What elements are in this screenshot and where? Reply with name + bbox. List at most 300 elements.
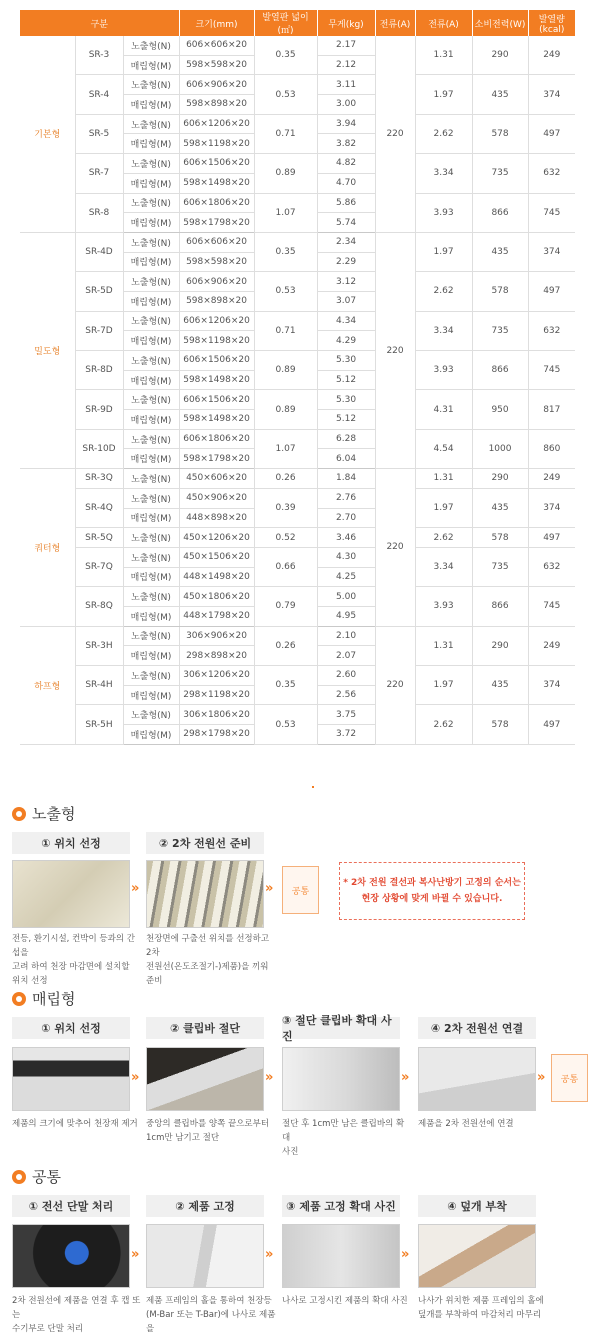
mount-type-cell: 매립형(M) (123, 213, 179, 233)
caption-line: 나사로 고정시킨 제품의 확대 사진 (282, 1296, 408, 1306)
header-voltage: 전류(A) (375, 10, 415, 36)
common-step-2-photo (146, 1224, 264, 1288)
size-cell: 606×606×20 (179, 232, 254, 252)
current-cell: 3.34 (415, 311, 472, 350)
arrow-icon: » (537, 1070, 546, 1085)
arrow-icon: » (131, 1070, 140, 1085)
weight-cell: 4.29 (317, 331, 375, 351)
arrow-icon: » (265, 1247, 274, 1262)
caption-line: (M-Bar 또는 T-Bar)에 나사로 제품을 (146, 1310, 276, 1334)
group-name-cell: 밀도형 (20, 232, 75, 468)
embedded-step-2-title: ② 클립바 절단 (146, 1017, 264, 1039)
heat-cell: 374 (528, 75, 575, 114)
group-name-cell: 하프형 (20, 626, 75, 744)
heat-cell: 632 (528, 547, 575, 586)
weight-cell: 3.11 (317, 75, 375, 95)
model-cell: SR-4D (75, 232, 123, 271)
size-cell: 606×906×20 (179, 272, 254, 292)
weight-cell: 4.30 (317, 547, 375, 567)
size-cell: 598×1498×20 (179, 173, 254, 193)
mount-type-cell: 노출형(N) (123, 311, 179, 331)
weight-cell: 3.82 (317, 134, 375, 154)
mount-type-cell: 노출형(N) (123, 547, 179, 567)
voltage-cell: 220 (375, 469, 415, 627)
current-cell: 3.93 (415, 193, 472, 232)
weight-cell: 2.10 (317, 626, 375, 646)
size-cell: 298×898×20 (179, 646, 254, 666)
header-area: 발열판 넓이(㎡) (254, 10, 317, 36)
current-cell: 2.62 (415, 705, 472, 744)
mount-type-cell: 노출형(N) (123, 626, 179, 646)
section-embedded-label: 매립형 (32, 990, 76, 1008)
exposed-step-2-photo (146, 860, 264, 928)
size-cell: 298×1798×20 (179, 725, 254, 745)
table-row (20, 193, 575, 213)
mount-type-cell: 매립형(M) (123, 370, 179, 390)
mount-type-cell: 노출형(N) (123, 488, 179, 508)
common-step-3-photo (282, 1224, 400, 1288)
current-cell: 2.62 (415, 272, 472, 311)
area-cell: 0.89 (254, 154, 317, 193)
caption-line: 제품 프레임의 홀을 통하여 천장등 (146, 1296, 272, 1306)
area-cell: 0.39 (254, 488, 317, 527)
embedded-step-1-title: ① 위치 선정 (12, 1017, 130, 1039)
exposed-note (339, 862, 525, 920)
power-cell: 866 (472, 587, 528, 626)
heat-cell: 632 (528, 311, 575, 350)
area-cell: 0.26 (254, 469, 317, 489)
size-cell: 298×1198×20 (179, 685, 254, 705)
area-cell: 1.07 (254, 193, 317, 232)
weight-cell: 3.12 (317, 272, 375, 292)
note-line: 현장 상황에 맞게 바뀔 수 있습니다. (361, 894, 503, 904)
header-heat: 발열량(kcal) (528, 10, 575, 36)
group-name-cell: 기본형 (20, 36, 75, 232)
embedded-step-1-photo (12, 1047, 130, 1111)
weight-cell: 2.29 (317, 252, 375, 272)
size-cell: 306×1806×20 (179, 705, 254, 725)
heat-cell: 249 (528, 626, 575, 665)
mount-type-cell: 노출형(N) (123, 193, 179, 213)
heat-cell: 497 (528, 705, 575, 744)
area-cell: 0.79 (254, 587, 317, 626)
common-step-1-photo (12, 1224, 130, 1288)
weight-cell: 3.94 (317, 114, 375, 134)
section-embedded-title (12, 988, 75, 1009)
size-cell: 598×1798×20 (179, 213, 254, 233)
size-cell: 606×606×20 (179, 36, 254, 55)
heat-cell: 632 (528, 154, 575, 193)
current-cell: 4.54 (415, 429, 472, 468)
embedded-step-3-photo (282, 1047, 400, 1111)
header-power: 소비전력(W) (472, 10, 528, 36)
power-cell: 735 (472, 311, 528, 350)
area-cell: 0.89 (254, 351, 317, 390)
size-cell: 598×1198×20 (179, 134, 254, 154)
size-cell: 450×606×20 (179, 469, 254, 489)
section-exposed-label: 노출형 (32, 805, 76, 823)
power-cell: 866 (472, 351, 528, 390)
table-row (20, 154, 575, 174)
header-current: 전류(A) (415, 10, 472, 36)
embedded-step-2-caption (146, 1117, 276, 1145)
caption-line: 절단 후 1cm만 남은 클립바의 확대 (282, 1119, 405, 1143)
caption-line: 중앙의 클립바를 양쪽 끝으로부터 (146, 1119, 270, 1129)
section-common-title (12, 1166, 61, 1187)
weight-cell: 4.95 (317, 606, 375, 626)
weight-cell: 3.07 (317, 291, 375, 311)
size-cell: 606×1806×20 (179, 193, 254, 213)
power-cell: 950 (472, 390, 528, 429)
size-cell: 450×906×20 (179, 488, 254, 508)
area-cell: 0.71 (254, 311, 317, 350)
power-cell: 735 (472, 547, 528, 586)
arrow-icon: » (265, 881, 274, 896)
size-cell: 606×1506×20 (179, 154, 254, 174)
caption-line: 고려 하여 천장 마감면에 설치할 (12, 962, 130, 972)
table-row (20, 626, 575, 646)
weight-cell: 5.12 (317, 410, 375, 430)
mount-type-cell: 매립형(M) (123, 606, 179, 626)
spec-body (20, 36, 575, 744)
current-cell: 3.93 (415, 587, 472, 626)
model-cell: SR-3 (75, 36, 123, 75)
spec-header-row (20, 10, 575, 36)
size-cell: 598×1498×20 (179, 410, 254, 430)
arrow-icon: » (265, 1070, 274, 1085)
exposed-step-1-photo (12, 860, 130, 928)
caption-line: 천장면에 구출선 위치를 선정하고 2차 (146, 934, 270, 958)
area-cell: 0.35 (254, 232, 317, 271)
embedded-step-2-photo (146, 1047, 264, 1111)
weight-cell: 1.84 (317, 469, 375, 489)
section-bullet-icon (12, 807, 26, 821)
power-cell: 290 (472, 36, 528, 75)
arrow-icon: » (131, 1247, 140, 1262)
model-cell: SR-4Q (75, 488, 123, 527)
area-cell: 0.26 (254, 626, 317, 665)
current-cell: 1.31 (415, 469, 472, 489)
weight-cell: 2.17 (317, 36, 375, 55)
caption-line: 덮개를 부착하여 마감처리 마무리 (418, 1310, 542, 1320)
power-cell: 435 (472, 666, 528, 705)
model-cell: SR-10D (75, 429, 123, 468)
mount-type-cell: 매립형(M) (123, 567, 179, 587)
exposed-step-1-title: ① 위치 선정 (12, 832, 130, 854)
size-cell: 306×906×20 (179, 626, 254, 646)
mount-type-cell: 매립형(M) (123, 410, 179, 430)
common-step-2-title: ② 제품 고정 (146, 1195, 264, 1217)
mount-type-cell: 매립형(M) (123, 646, 179, 666)
header-category: 구분 (20, 10, 179, 36)
size-cell: 448×1798×20 (179, 606, 254, 626)
table-row (20, 351, 575, 371)
table-row (20, 587, 575, 607)
heat-cell: 860 (528, 429, 575, 468)
power-cell: 290 (472, 626, 528, 665)
caption-line: 2차 전원선에 제품을 연결 후 캡 또는 (12, 1296, 141, 1320)
heat-cell: 374 (528, 666, 575, 705)
mount-type-cell: 노출형(N) (123, 36, 179, 55)
caption-line: 준비 (146, 976, 163, 986)
mount-type-cell: 노출형(N) (123, 75, 179, 95)
area-cell: 0.71 (254, 114, 317, 153)
size-cell: 598×1498×20 (179, 370, 254, 390)
size-cell: 450×1806×20 (179, 587, 254, 607)
model-cell: SR-4 (75, 75, 123, 114)
header-size: 크기(mm) (179, 10, 254, 36)
section-bullet-icon (12, 1170, 26, 1184)
weight-cell: 5.12 (317, 370, 375, 390)
common-step-3-title: ③ 제품 고정 확대 사진 (282, 1195, 400, 1217)
weight-cell: 6.28 (317, 429, 375, 449)
weight-cell: 3.00 (317, 95, 375, 115)
common-step-1-title: ① 전선 단말 처리 (12, 1195, 130, 1217)
size-cell: 448×1498×20 (179, 567, 254, 587)
size-cell: 450×1506×20 (179, 547, 254, 567)
heat-cell: 817 (528, 390, 575, 429)
weight-cell: 2.07 (317, 646, 375, 666)
weight-cell: 4.82 (317, 154, 375, 174)
area-cell: 0.35 (254, 666, 317, 705)
mount-type-cell: 노출형(N) (123, 390, 179, 410)
table-row (20, 114, 575, 134)
mount-type-cell: 매립형(M) (123, 55, 179, 75)
model-cell: SR-5H (75, 705, 123, 744)
weight-cell: 2.60 (317, 666, 375, 686)
caption-line: 1cm만 남기고 절단 (146, 1133, 220, 1143)
header-weight: 무게(kg) (317, 10, 375, 36)
caption-line: 전등, 환기시설, 컨박이 등과의 간섭을 (12, 934, 135, 958)
power-cell: 866 (472, 193, 528, 232)
model-cell: SR-8Q (75, 587, 123, 626)
size-cell: 606×1806×20 (179, 429, 254, 449)
mount-type-cell: 매립형(M) (123, 685, 179, 705)
weight-cell: 5.30 (317, 390, 375, 410)
exposed-step-2-title: ② 2차 전원선 준비 (146, 832, 264, 854)
weight-cell: 5.30 (317, 351, 375, 371)
table-row (20, 311, 575, 331)
embedded-step-4-caption (418, 1117, 548, 1131)
area-cell: 0.66 (254, 547, 317, 586)
power-cell: 435 (472, 232, 528, 271)
size-cell: 606×1506×20 (179, 390, 254, 410)
common-step-3-caption (282, 1294, 412, 1308)
power-cell: 435 (472, 75, 528, 114)
exposed-step-2-caption (146, 932, 276, 988)
table-row (20, 469, 575, 489)
model-cell: SR-4H (75, 666, 123, 705)
heat-cell: 497 (528, 272, 575, 311)
common-step-1-caption (12, 1294, 142, 1336)
weight-cell: 4.34 (317, 311, 375, 331)
model-cell: SR-5Q (75, 528, 123, 548)
mount-type-cell: 노출형(N) (123, 666, 179, 686)
current-cell: 1.97 (415, 666, 472, 705)
embedded-step-3-title: ③ 절단 클립바 확대 사진 (282, 1017, 400, 1039)
table-row (20, 390, 575, 410)
area-cell: 0.52 (254, 528, 317, 548)
weight-cell: 2.70 (317, 508, 375, 528)
section-common-label: 공통 (32, 1168, 61, 1186)
power-cell: 435 (472, 488, 528, 527)
size-cell: 606×906×20 (179, 75, 254, 95)
mount-type-cell: 매립형(M) (123, 95, 179, 115)
common-step-4-title: ④ 덮개 부착 (418, 1195, 536, 1217)
weight-cell: 5.74 (317, 213, 375, 233)
model-cell: SR-3H (75, 626, 123, 665)
current-cell: 3.93 (415, 351, 472, 390)
size-cell: 606×1506×20 (179, 351, 254, 371)
voltage-cell: 220 (375, 626, 415, 744)
model-cell: SR-7D (75, 311, 123, 350)
heat-cell: 249 (528, 469, 575, 489)
table-row (20, 488, 575, 508)
common-step-badge: 공통 (282, 866, 319, 914)
mount-type-cell: 노출형(N) (123, 705, 179, 725)
section-bullet-icon (12, 992, 26, 1006)
table-row (20, 75, 575, 95)
mount-type-cell: 노출형(N) (123, 429, 179, 449)
weight-cell: 5.86 (317, 193, 375, 213)
arrow-icon: » (401, 1070, 410, 1085)
current-cell: 1.97 (415, 75, 472, 114)
heat-cell: 745 (528, 351, 575, 390)
size-cell: 306×1206×20 (179, 666, 254, 686)
heat-cell: 497 (528, 114, 575, 153)
model-cell: SR-3Q (75, 469, 123, 489)
weight-cell: 3.72 (317, 725, 375, 745)
mount-type-cell: 매립형(M) (123, 508, 179, 528)
model-cell: SR-9D (75, 390, 123, 429)
mount-type-cell: 매립형(M) (123, 291, 179, 311)
weight-cell: 3.46 (317, 528, 375, 548)
area-cell: 0.53 (254, 272, 317, 311)
weight-cell: 3.75 (317, 705, 375, 725)
size-cell: 598×598×20 (179, 55, 254, 75)
embedded-step-1-caption (12, 1117, 142, 1131)
heat-cell: 374 (528, 232, 575, 271)
size-cell: 598×898×20 (179, 95, 254, 115)
mount-type-cell: 매립형(M) (123, 449, 179, 469)
common-step-badge: 공통 (551, 1054, 588, 1102)
power-cell: 578 (472, 272, 528, 311)
table-row (20, 528, 575, 548)
heat-cell: 745 (528, 587, 575, 626)
common-step-2-caption (146, 1294, 276, 1336)
heat-cell: 745 (528, 193, 575, 232)
current-cell: 2.62 (415, 114, 472, 153)
mount-type-cell: 노출형(N) (123, 114, 179, 134)
size-cell: 606×1206×20 (179, 311, 254, 331)
table-row (20, 36, 575, 55)
caption-line: 전원선(온도조절기-)제품)을 끼워 (146, 962, 269, 972)
heat-cell: 249 (528, 36, 575, 75)
mount-type-cell: 노출형(N) (123, 528, 179, 548)
mount-type-cell: 매립형(M) (123, 725, 179, 745)
area-cell: 0.35 (254, 36, 317, 75)
power-cell: 578 (472, 705, 528, 744)
mount-type-cell: 노출형(N) (123, 232, 179, 252)
power-cell: 735 (472, 154, 528, 193)
size-cell: 450×1206×20 (179, 528, 254, 548)
weight-cell: 2.12 (317, 55, 375, 75)
table-row (20, 666, 575, 686)
group-name-cell: 쿼터형 (20, 469, 75, 627)
table-row (20, 232, 575, 252)
model-cell: SR-7 (75, 154, 123, 193)
area-cell: 0.89 (254, 390, 317, 429)
size-cell: 598×1198×20 (179, 331, 254, 351)
mount-type-cell: 매립형(M) (123, 173, 179, 193)
voltage-cell: 220 (375, 36, 415, 232)
common-step-4-photo (418, 1224, 536, 1288)
weight-cell: 6.04 (317, 449, 375, 469)
mount-type-cell: 노출형(N) (123, 469, 179, 489)
area-cell: 1.07 (254, 429, 317, 468)
weight-cell: 2.76 (317, 488, 375, 508)
embedded-step-4-title: ④ 2차 전원선 연결 (418, 1017, 536, 1039)
model-cell: SR-5 (75, 114, 123, 153)
current-cell: 4.31 (415, 390, 472, 429)
heat-cell: 497 (528, 528, 575, 548)
mount-type-cell: 노출형(N) (123, 351, 179, 371)
model-cell: SR-8 (75, 193, 123, 232)
weight-cell: 5.00 (317, 587, 375, 607)
size-cell: 606×1206×20 (179, 114, 254, 134)
current-cell: 2.62 (415, 528, 472, 548)
model-cell: SR-8D (75, 351, 123, 390)
caption-line: 제품을 2차 전원선에 연결 (418, 1119, 514, 1129)
heat-cell: 374 (528, 488, 575, 527)
size-cell: 598×898×20 (179, 291, 254, 311)
current-cell: 1.31 (415, 626, 472, 665)
note-line: * 2차 전원 결선과 복사난방기 고정의 순서는 (343, 878, 521, 888)
current-cell: 3.34 (415, 547, 472, 586)
divider-dot (312, 786, 314, 788)
embedded-step-3-caption (282, 1117, 412, 1159)
current-cell: 3.34 (415, 154, 472, 193)
spec-table (20, 10, 575, 745)
current-cell: 1.31 (415, 36, 472, 75)
size-cell: 448×898×20 (179, 508, 254, 528)
area-cell: 0.53 (254, 705, 317, 744)
table-row (20, 547, 575, 567)
weight-cell: 2.56 (317, 685, 375, 705)
weight-cell: 4.25 (317, 567, 375, 587)
model-cell: SR-5D (75, 272, 123, 311)
size-cell: 598×1798×20 (179, 449, 254, 469)
mount-type-cell: 노출형(N) (123, 154, 179, 174)
voltage-cell: 220 (375, 232, 415, 468)
weight-cell: 2.34 (317, 232, 375, 252)
model-cell: SR-7Q (75, 547, 123, 586)
mount-type-cell: 노출형(N) (123, 587, 179, 607)
power-cell: 1000 (472, 429, 528, 468)
caption-line: 나사가 위치한 제품 프레임의 홀에 (418, 1296, 544, 1306)
caption-line: 수기부로 단말 처리 (12, 1324, 84, 1334)
mount-type-cell: 매립형(M) (123, 134, 179, 154)
common-step-4-caption (418, 1294, 548, 1322)
weight-cell: 4.70 (317, 173, 375, 193)
caption-line: 제품의 크기에 맞추어 천장재 제거 (12, 1119, 138, 1129)
mount-type-cell: 매립형(M) (123, 331, 179, 351)
caption-line: 위치 선정 (12, 976, 48, 986)
power-cell: 578 (472, 114, 528, 153)
arrow-icon: » (131, 881, 140, 896)
table-row (20, 272, 575, 292)
current-cell: 1.97 (415, 488, 472, 527)
